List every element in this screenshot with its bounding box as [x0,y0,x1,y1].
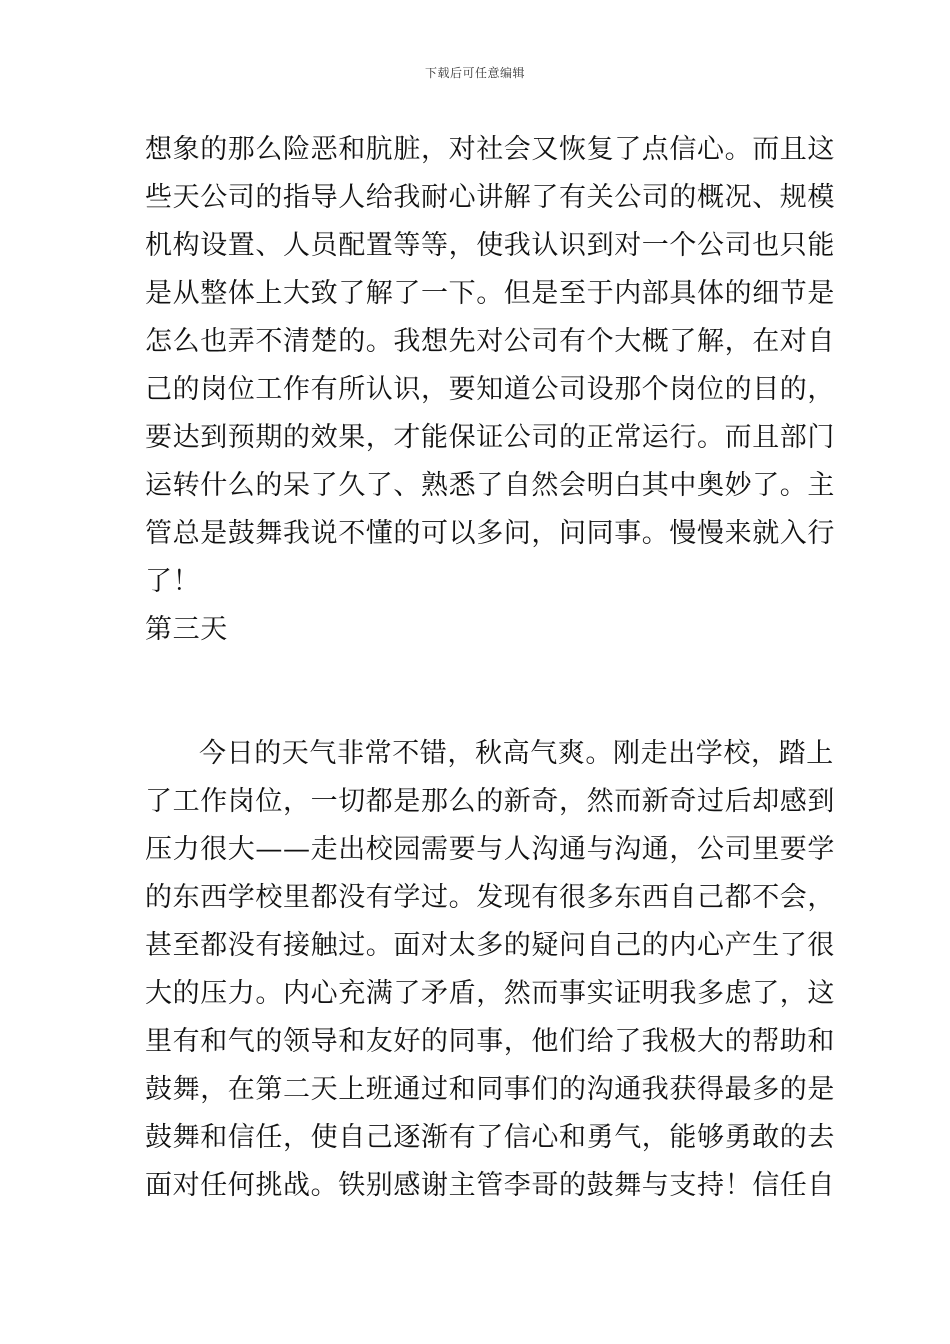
text-line: 鼓舞和信任，使自己逐渐有了信心和勇气，能够勇敢的去 [145,1122,835,1153]
text-line: 己的岗位工作有所认识，要知道公司设那个岗位的目的， [145,374,835,405]
text-line: 些天公司的指导人给我耐心讲解了有关公司的概况、规模 [145,182,835,213]
text-line: 了！ [145,566,201,597]
text-line: 鼓舞，在第二天上班通过和同事们的沟通我获得最多的是 [145,1074,835,1105]
text-line: 面对任何挑战。铁别感谢主管李哥的鼓舞与支持！信任自 [145,1170,835,1201]
text-line: 怎么也弄不清楚的。我想先对公司有个大概了解，在对自 [145,326,835,357]
page-header: 下载后可任意编辑 [424,66,525,80]
text-block-paragraph [145,730,835,1210]
text-line: 了工作岗位，一切都是那么的新奇，然而新奇过后却感到 [145,786,835,817]
text-line: 运转什么的呆了久了、熟悉了自然会明白其中奥妙了。主 [145,470,835,501]
text-line: 里有和气的领导和友好的同事，他们给了我极大的帮助和 [145,1026,835,1057]
text-line: 甚至都没有接触过。面对太多的疑问自己的内心产生了很 [145,930,835,961]
text-line: 的东西学校里都没有学过。发现有很多东西自己都不会， [145,882,835,913]
paragraph-first-line: 今日的天气非常不错，秋高气爽。刚走出学校，踏上 [199,738,834,769]
text-line: 要达到预期的效果，才能保证公司的正常运行。而且部门 [145,422,835,453]
section-heading: 第三天 [145,614,228,645]
text-block-continuation [145,126,835,654]
text-line: 大的压力。内心充满了矛盾，然而事实证明我多虑了，这 [145,978,835,1009]
text-line: 想象的那么险恶和肮脏，对社会又恢复了点信心。而且这 [145,134,835,165]
text-line: 压力很大——走出校园需要与人沟通与沟通，公司里要学 [145,834,835,865]
text-line: 是从整体上大致了解了一下。但是至于内部具体的细节是 [145,278,835,309]
text-line: 机构设置、人员配置等等，使我认识到对一个公司也只能 [145,230,835,261]
text-line: 管总是鼓舞我说不懂的可以多问，问同事。慢慢来就入行 [145,518,835,549]
